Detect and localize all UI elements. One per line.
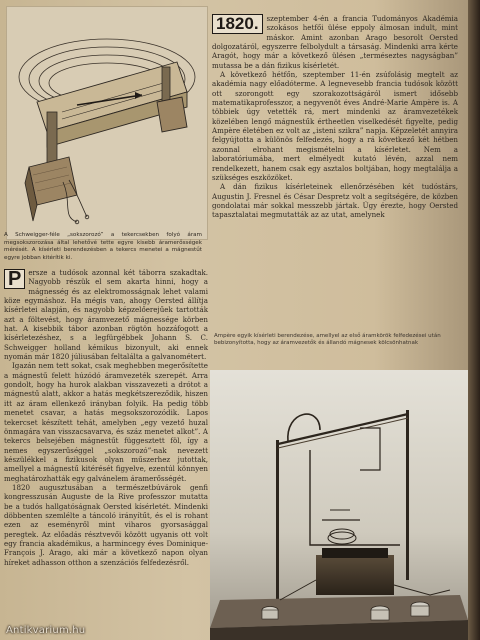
- left-paragraph-1: ersze a tudósok azonnal két táborra szakadtak. Nagyobb részük el sem akarta hinni, hogy a mágnesség és az elektromosságnak lehet valami köze egymáshoz. Ha mégis van, ahogy Oersted állítja kísérletei alapján, és nagyobb képzelőerejűek tartották azt a föltevést, hogy áramvezető mágnessége körben hat. A kisebbik tábor azonban rögtön hozzáfogott a kísérletezéshez, s a legfürgébbek Johann S. C. Schweigger holland kémikus bizonyult, aki ennek nyomán már 1820 júliusában feltalálta a galvanométert.: [4, 268, 208, 362]
- multiplier-drawing: [7, 7, 207, 233]
- right-column-top: [212, 14, 458, 220]
- apparatus-drawing: [210, 370, 468, 640]
- right-paragraph-2: A következő hétfőn, szeptember 11-én zsúfolásig megtelt az akadémia nagy előadóterme. A legnevesebb francia tudósok között ott szorongott egy szorakozottságáról ismert idősebb matematikaprofesszor, a negyvenöt éves André-Marie Ampère is. A többiek úgy vetették rá, mert mindenki az áramvezetékek közelében lengő mágnestűk értheetlen viselkedését figyelte, pedig Ampère életében ez volt az „isteni szikra” napja. Képzeletét annyira felgyújtotta a különös felfedezés, hogy a rá következő két hétben azonnal elrohant megismételni a kísérletet. Nem a laboratóriumába, mert elmélyedt kutató lévén, azzal nem rendelkezett, hanem csak egy asztalos boltjában, hogy megtalálja a szükséges eszközöket.: [212, 70, 458, 182]
- left-paragraph-2: Igazán nem tett sokat, csak meghebben megerősítette a mágnestű felett húzódó áramvezeték szerepét. Arra gondolt, hogy ha hurok alakban visszavezeti a drótot a mágnestű alatt, akkor a hatás megkétszereződik, hiszen itt az áram ellenkező irányban folyik. Ha pedig több menetet csavar, a hatás megsokszorozódik. Lapos tekercset készített tehát, amelyben „egy vezető huzal önmagára van visszacsavarva, és száz menetet alkot”. A tekercs belsejében mágnestűt függesztett föl, így a nemes egyszerűséggel „sokszorozó”-nak nevezett készülékkel a fizikusok olyan műszerhez jutottak, amellyel a mágnestű kitérését figyelve, ezentúl könnyen meghatározhatták egy galvánelem áramerősségét.: [4, 361, 208, 483]
- watermark-text: Antikvarium.hu: [6, 625, 86, 636]
- page-spine-shadow: [468, 0, 480, 640]
- ampere-apparatus-photo: [210, 370, 468, 640]
- right-paragraph-3: A dán fizikus kísérleteinek ellenőrzésében két tudóstárs, Augustin J. Fresnel és César Despretz volt a segítségére, de közben gondolatai már sokkal messzebb jártak. Úgy érezte, hogy Oersted tapasztalatai megmutatták az az utat, amelynek: [212, 182, 458, 220]
- left-column: [4, 268, 208, 567]
- year-heading: 1820.: [212, 14, 263, 34]
- right-paragraph-1: szeptember 4-én a francia Tudományos Akadémia szokásos hetfői ülése eppoly álmosan indult, mint máskor. Amint azonban Arago besorolt Oersted dolgozatáról, egyszerre felbolydult a társaság. Mindenki arra kérte Aragót, hogy már a következő ülésen „terméseztes nagyságban” mutassa be a dán fizikus kísérletét.: [212, 14, 458, 70]
- schweigger-illustration: [6, 6, 208, 240]
- photo-caption: Ampère egyik kísérleti berendezése, amellyel az első áramkörök felfedezései után bebizonyította, hogy az áramvezetők és állandó mágnesek kölcsönhatnak: [214, 333, 441, 347]
- dropcap-letter: P: [4, 269, 25, 289]
- figure-caption: A Schweigger-féle „sokszorozó” a tekercsekben folyó áram megsokszorozása által lehetővé tette egyre kisebb áramerősségek mérését. A kísérleti berendezésben a tekercs menetei a mágnestűt egyre jobban kitérítik ki.: [4, 232, 202, 261]
- left-paragraph-3: 1820 augusztusában a természetbúvárok genfi kongresszusán Auguste de la Rive professzor mutatta be a tudós hallgatóságnak Oersted kísérletét. Mindenki döbbenten szemlélte a táncoló irányítűt, és el is rohant ezen az eseményről mint viharos gyorsasággal peregtek. Az előadás résztvevői között ugyanis ott volt egy francia akadémikus, a harmincegy éves Dominique-François J. Arago, aki már a következő napon olyan híreket adhasson otthon a szenzációs felfedezésről.: [4, 482, 208, 567]
